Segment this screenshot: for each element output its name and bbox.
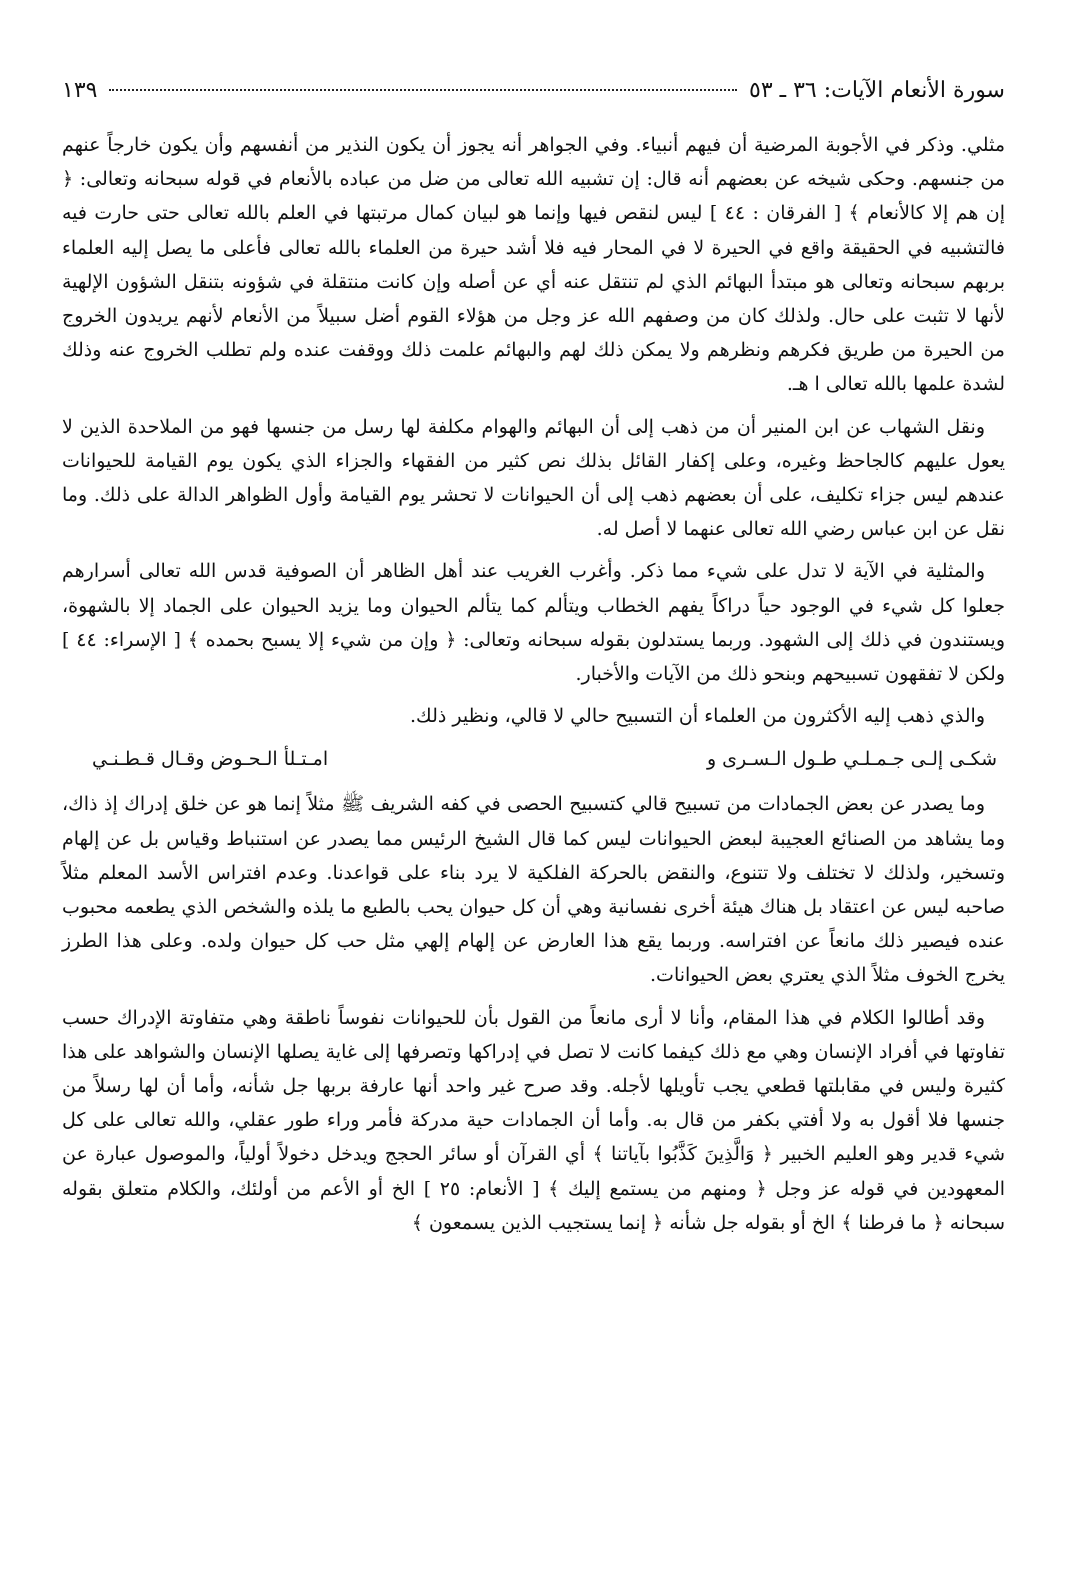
poetry-verse <box>92 741 997 777</box>
chapter-title: سورة الأنعام الآيات: ٣٦ ـ ٥٣ <box>749 78 1005 103</box>
paragraph-1: مثلي. وذكر في الأجوبة المرضية أن فيهم أنبياء. وفي الجواهر أنه يجوز أن يكون النذير من أنفسهم وأن يكون خارجاً عنهم من جنسهم. وحكى شيخه عن بعضهم أنه قال: إن تشبيه الله تعالى من ضل من عباده بالأنعام في قوله سبحانه وتعالى: ﴿ إن هم إلا كالأنعام ﴾ [ الفرقان : ٤٤ ] ليس لنقص فيها وإنما هو لبيان كمال مرتبتها في العلم بالله تعالى حتى حارت فيه فالتشبيه في الحقيقة واقع في الحيرة لا في المحار فيه فلا أشد حيرة من العلماء بالله تعالى فأعلى ما يصل إليه العلماء بربهم سبحانه وتعالى هو مبتدأ البهائم الذي لم تنتقل عنه أي عن أصله وإن كانت منتقلة في شؤونه بتنقل الشؤون الإلهية لأنها لا تثبت على حال. ولذلك كان من وصفهم الله عز وجل من هؤلاء القوم أضل سبيلاً من الأنعام لأنهم يريدون الخروج من الحيرة من طريق فكرهم ونظرهم ولا يمكن ذلك لهم والبهائم علمت ذلك ووقفت عنده ولم تطلب الخروج عنه وذلك لشدة علمها بالله تعالى ا هـ. <box>62 134 1005 396</box>
paragraph-2: ونقل الشهاب عن ابن المنير أن من ذهب إلى أن البهائم والهوام مكلفة لها رسل من جنسها فهو من الملاحدة الذين لا يعول عليهم كالجاحظ وغيره، وعلى إكفار القائل بذلك نص كثير من الفقهاء والجزاء الذي يكون يوم القيامة للحيوانات عندهم ليس جزاء تكليف، على أن بعضهم ذهب إلى أن الحيوانات لا تحشر يوم القيامة وأول الظواهر الدالة على ذلك. وما نقل عن ابن عباس رضي الله تعالى عنهما لا أصل له. <box>62 415 1005 541</box>
dot-leader <box>109 89 737 91</box>
running-header <box>62 78 1005 114</box>
verse-second-hemistich: امـتـلأ الـحـوض وقـال قـطـنـي <box>92 748 329 771</box>
paragraph-3: والمثلية في الآية لا تدل على شيء مما ذكر. وأغرب الغريب عند أهل الظاهر أن الصوفية قدس الله تعالى أسرارهم جعلوا كل شيء في الوجود حياً دراكاً يفهم الخطاب ويتألم كما يتألم الحيوان وما يزيد الحيوان على الجماد إلا بالشهوة، ويستندون في ذلك إلى الشهود. وربما يستدلون بقوله سبحانه وتعالى: ﴿ وإن من شيء إلا يسبح بحمده ﴾ [ الإسراء: ٤٤ ] ولكن لا تفقهون تسبيحهم وبنحو ذلك من الآيات والأخبار. <box>62 560 1006 686</box>
page-number: ١٣٩ <box>62 78 98 103</box>
paragraph-5: وما يصدر عن بعض الجمادات من تسبيح قالي كتسبيح الحصى في كفه الشريف ﷺ مثلاً إنما هو عن خلق إدراك إذ ذاك، وما يشاهد من الصنائع العجيبة لبعض الحيوانات ليس كما قال الشيخ الرئيس مما يصدر عن استنباط وقياس بل عن إلهام وتسخير، ولذلك لا تختلف ولا تتنوع، والنقض بالحركة الفلكية لا يرد بناء على قواعدنا. وعدم افتراس الأسد المعلم مثلاً صاحبه ليس عن اعتقاد بل هناك هيئة أخرى نفسانية وهي أن كل حيوان يحب بالطبع ما يلذه والشخص الذي يطعمه محبوب عنده فيصير ذلك مانعاً عن افتراسه. وربما يقع هذا العارض عن إلهام إلهي مثل حب كل حيوان ولده. وعلى هذا الطرز يخرج الخوف مثلاً الذي يعتري بعض الحيوانات. <box>62 793 1005 987</box>
paragraph-4: والذي ذهب إليه الأكثرون من العلماء أن التسبيح حالي لا قالي، ونظير ذلك. <box>410 705 985 728</box>
paragraph-6: وقد أطالوا الكلام في هذا المقام، وأنا لا أرى مانعاً من القول بأن للحيوانات نفوساً ناطقة وهي متفاوتة الإدراك حسب تفاوتها في أفراد الإنسان وهي مع ذلك كيفما كانت لا تصل في إدراكها وتصرفها إلى غاية يصلها الإنسان والشواهد على هذا كثيرة وليس في مقابلتها قطعي يجب تأويلها لأجله. وقد صرح غير واحد أنها عارفة بربها جل شأنه، وأما أن لها رسلاً من جنسها فلا أقول به ولا أفتي بكفر من قال به. وأما أن الجمادات حية مدركة فأمر وراء طور عقلي، والله تعالى على كل شيء قدير وهو العليم الخبير ﴿ وَالَّذِينَ كَذَّبُوا بآياتنا ﴾ أي القرآن أو سائر الحجج ويدخل دخولاً أولياً، والموصول عبارة عن المعهودين في قوله عز وجل ﴿ ومنهم من يستمع إليك ﴾ [ الأنعام: ٢٥ ] الخ أو الأعم من أولئك، والكلام متعلق بقوله سبحانه ﴿ ما فرطنا ﴾ الخ أو بقوله جل شأنه ﴿ إنما يستجيب الذين يسمعون ﴾ <box>62 1006 1006 1234</box>
verse-first-hemistich: شكـى إلـى جـمـلـي طـول الـسـرى و <box>706 748 997 771</box>
